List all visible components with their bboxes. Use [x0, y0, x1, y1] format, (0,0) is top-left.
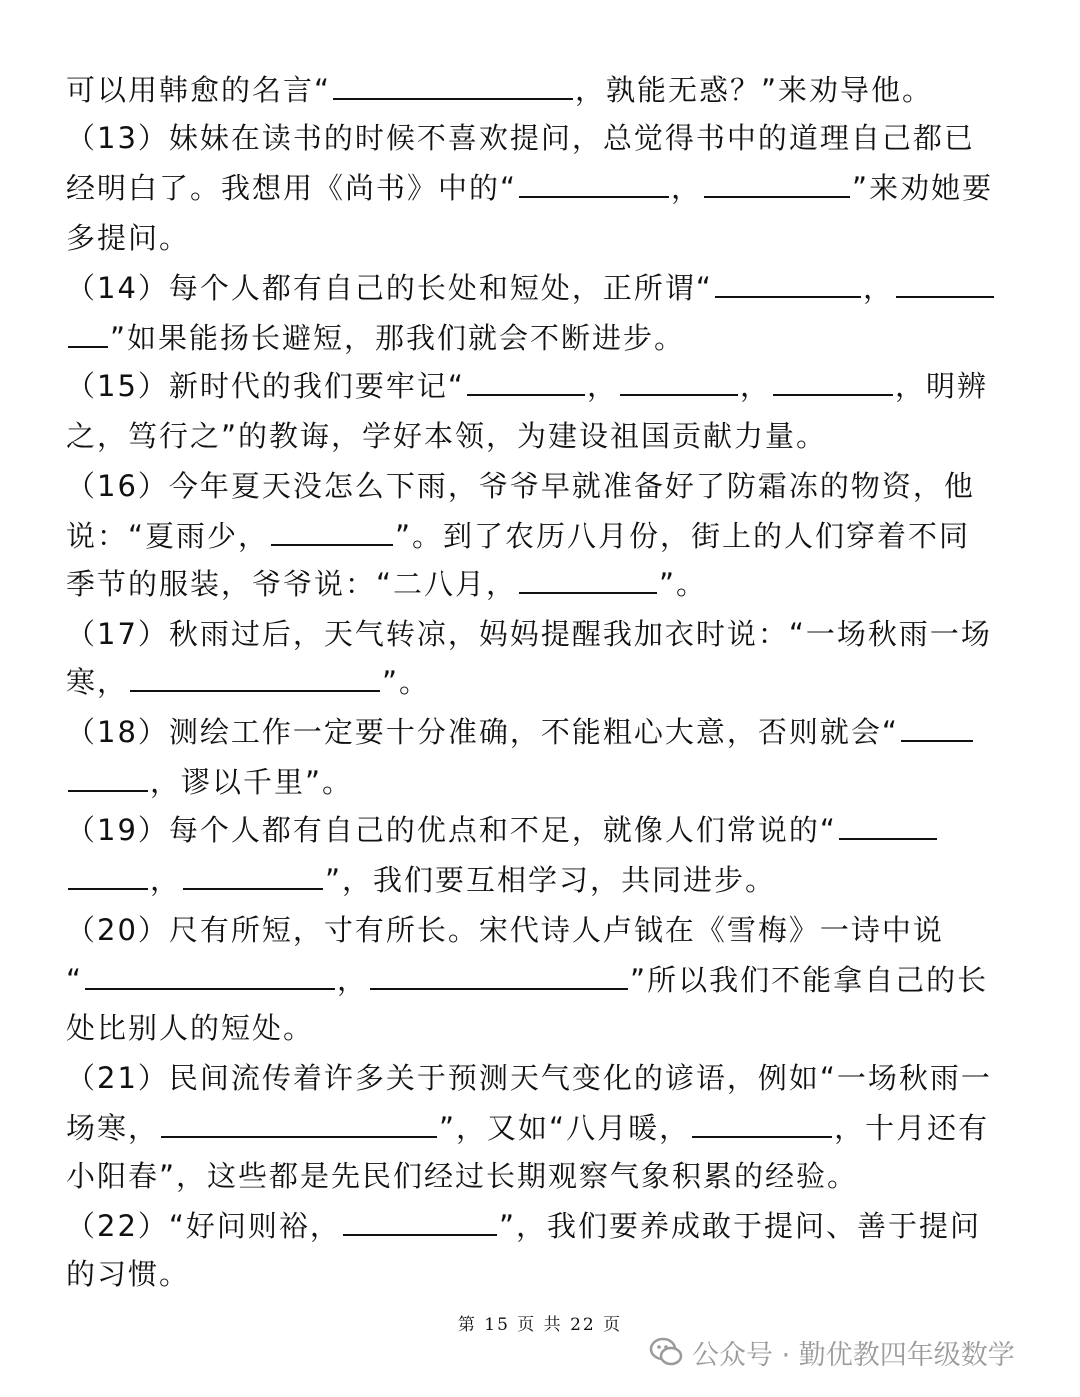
wechat-icon	[648, 1334, 684, 1370]
text-line	[66, 662, 1018, 702]
answer-blank[interactable]	[370, 962, 628, 990]
text-segment: 小阳春”，这些都是先民们经过长期观察气象积累的经验。	[66, 1159, 859, 1193]
text-segment: ，	[739, 369, 771, 403]
watermark-text: 公众号 · 勤优教四年级数学	[692, 1339, 1015, 1371]
text-line	[66, 810, 1018, 850]
text-line	[66, 318, 1018, 358]
text-line	[66, 1058, 1018, 1098]
answer-blank[interactable]	[68, 764, 148, 792]
text-segment: ”。到了农历八月份，街上的人们穿着不同	[395, 519, 971, 553]
answer-blank[interactable]	[715, 270, 861, 298]
answer-blank[interactable]	[692, 1110, 832, 1138]
answer-blank[interactable]	[161, 1110, 437, 1138]
text-segment: 的习惯。	[66, 1257, 191, 1291]
text-segment: （21）民间流传着许多关于预测天气变化的谚语，例如“一场秋雨一	[66, 1061, 992, 1095]
text-segment: ，	[337, 963, 369, 997]
text-segment: （20）尺有所短，寸有所长。宋代诗人卢钺在《雪梅》一诗中说	[66, 913, 944, 947]
text-segment: ”，又如“八月暖，	[439, 1111, 691, 1145]
page-footer: 第 15 页 共 22 页	[457, 1315, 623, 1335]
text-segment: 场寒，	[66, 1111, 160, 1145]
answer-blank[interactable]	[467, 368, 585, 396]
text-segment: 说：“夏雨少，	[66, 519, 270, 553]
text-segment: ”。	[659, 567, 708, 601]
answer-blank[interactable]	[773, 368, 893, 396]
answer-blank[interactable]	[901, 714, 973, 742]
text-segment: ，孰能无惑？”来劝导他。	[575, 73, 934, 107]
text-segment: （15）新时代的我们要牢记“	[66, 369, 465, 403]
answer-blank[interactable]	[68, 320, 108, 348]
text-line	[66, 910, 1018, 950]
watermark	[648, 1330, 1015, 1374]
text-segment: （13）妹妹在读书的时候不喜欢提问，总觉得书中的道理自己都已	[66, 121, 975, 155]
text-line	[66, 1108, 1018, 1148]
text-segment: ”，我们要互相学习，共同进步。	[325, 863, 777, 897]
text-segment: ”所以我们不能拿自己的长	[630, 963, 989, 997]
text-line	[66, 70, 1018, 110]
answer-blank[interactable]	[519, 566, 657, 594]
text-segment: （14）每个人都有自己的长处和短处，正所谓“	[66, 271, 713, 305]
text-line	[66, 564, 1018, 604]
answer-blank[interactable]	[620, 368, 738, 396]
text-segment: 之，笃行之”的教诲，学好本领，为建设祖国贡献力量。	[66, 419, 828, 453]
text-segment: 可以用韩愈的名言“	[66, 73, 332, 107]
text-line	[66, 366, 1018, 406]
text-segment: ，谬以千里”。	[150, 765, 354, 799]
text-line	[66, 860, 1018, 900]
text-segment: ，	[862, 271, 894, 305]
text-line	[66, 118, 1018, 158]
answer-blank[interactable]	[704, 170, 850, 198]
text-segment: ”，我们要养成敢于提问、善于提问	[498, 1209, 981, 1243]
text-segment: 经明白了。我想用《尚书》中的“	[66, 171, 518, 205]
text-segment: （17）秋雨过后，天气转凉，妈妈提醒我加衣时说：“一场秋雨一场	[66, 617, 992, 651]
text-segment: ，	[671, 171, 703, 205]
text-line	[66, 1254, 1018, 1294]
text-segment: （22）“好问则裕，	[66, 1209, 341, 1243]
text-line	[66, 1206, 1018, 1246]
text-segment: （18）测绘工作一定要十分准确，不能粗心大意，否则就会“	[66, 715, 899, 749]
text-segment: ，	[150, 863, 182, 897]
text-segment: （16）今年夏天没怎么下雨，爷爷早就准备好了防霜冻的物资，他	[66, 469, 975, 503]
text-segment: ，	[586, 369, 618, 403]
text-line	[66, 218, 1018, 258]
text-segment: 季节的服装，爷爷说：“二八月，	[66, 567, 518, 601]
text-segment: “	[66, 963, 84, 997]
text-line	[66, 1008, 1018, 1048]
text-segment: ，明辨	[894, 369, 988, 403]
text-line	[66, 614, 1018, 654]
text-line	[66, 168, 1018, 208]
answer-blank[interactable]	[519, 170, 669, 198]
text-line	[66, 1156, 1018, 1196]
answer-blank[interactable]	[271, 518, 393, 546]
text-line	[66, 762, 1018, 802]
answer-blank[interactable]	[85, 962, 335, 990]
answer-blank[interactable]	[343, 1208, 497, 1236]
answer-blank[interactable]	[68, 862, 148, 890]
answer-blank[interactable]	[130, 664, 380, 692]
text-line	[66, 416, 1018, 456]
text-segment: ”。	[382, 665, 431, 699]
text-line	[66, 712, 1018, 752]
answer-blank[interactable]	[183, 862, 323, 890]
text-segment: ”如果能扬长避短，那我们就会不断进步。	[110, 321, 686, 355]
text-line	[66, 466, 1018, 506]
text-segment: ”来劝她要	[852, 171, 994, 205]
text-line	[66, 960, 1018, 1000]
answer-blank[interactable]	[839, 812, 937, 840]
text-segment: 处比别人的短处。	[66, 1011, 315, 1045]
text-line	[66, 516, 1018, 556]
text-segment: 寒，	[66, 665, 129, 699]
text-segment: 多提问。	[66, 221, 191, 255]
answer-blank[interactable]	[896, 270, 994, 298]
text-segment: （19）每个人都有自己的优点和不足，就像人们常说的“	[66, 813, 837, 847]
answer-blank[interactable]	[333, 72, 573, 100]
text-line	[66, 268, 1018, 308]
text-segment: ，十月还有	[834, 1111, 990, 1145]
